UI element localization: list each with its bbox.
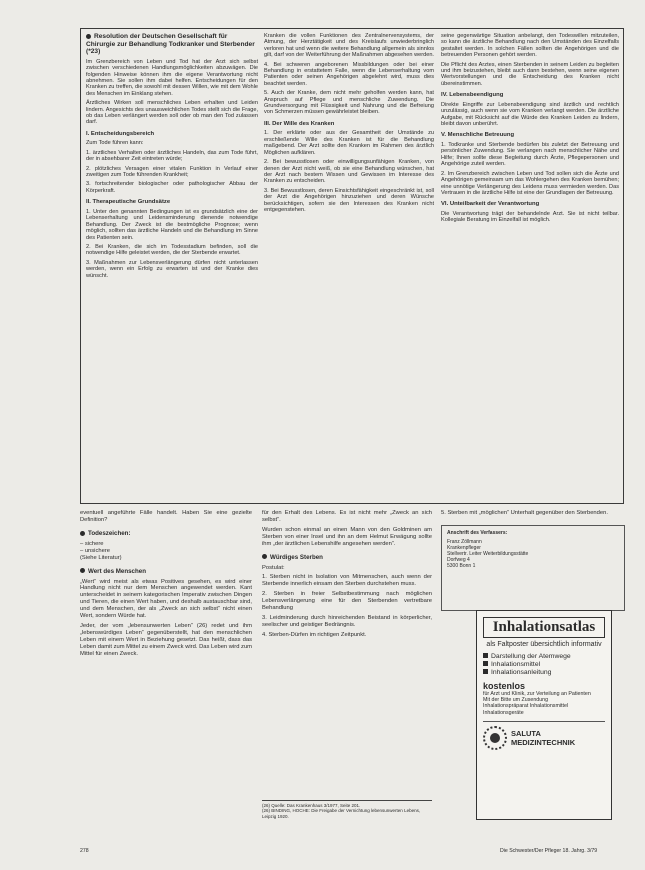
section-heading: VI. Unteilbarkeit der Verantwortung [441, 201, 540, 208]
paragraph: für den Erhalt des Lebens. Es ist nicht mehr „Zweck an sich selbst“. [262, 510, 432, 523]
ad-note: Mit der Bitte um Zusendung [483, 697, 549, 704]
ad-brand-name: SALUTA MEDIZINTECHNIK [511, 728, 576, 747]
paragraph: Ärztliches Wirken soll menschliches Leben erhalten und Leiden lindern. Angesichts des unausweichlichen Todes stellt sich die Frage, ob das Leben verlängert werden soll oder ob man den Tod zulassen darf. [86, 100, 258, 126]
paragraph: Postulat: [262, 564, 285, 571]
box-column-3 [441, 33, 619, 501]
footnote: (26) BINDING, HOCHE: Die Freigabe der Vernichtung lebensunwerten Lebens, Leipzig 1920. [262, 808, 421, 819]
address-line: Krankenpfleger [447, 545, 481, 551]
section-heading: Würdiges Sterben [262, 554, 432, 561]
box-column-1 [86, 33, 258, 501]
resolution-title: Resolution der Deutschen Gesellschaft für Chirurgie zur Behandlung Todkranker und Sterbender (*23) [86, 33, 255, 56]
section-heading: I. Entscheidungsbereich [86, 130, 155, 137]
lower-column-1 [80, 510, 252, 840]
list-item: 1. Sterben nicht in Isolation von Mitmenschen, auch wenn der Sterbende innerlich einsam den Sterben durchstehen muss. [262, 574, 432, 588]
paragraph: 3. fortschreitender biologischer oder pathologischer Abbau der Körperkraft. [86, 181, 258, 194]
footnote: (26) Quelle: Das Krankenhaus 3/1977, Seite 201. [262, 803, 361, 808]
paragraph: 5. Auch der Kranke, dem nicht mehr geholfen werden kann, hat Anspruch auf Pflege und menschliche Zuwendung. Die Grundversorgung mit Flüssigkeit und Nahrung und die Befreiung von Schmerzen müssen gewährleistet bleiben. [264, 90, 434, 116]
box-column-2 [264, 33, 434, 501]
author-address-box [441, 525, 625, 611]
paragraph: Im Grenzbereich von Leben und Tod hat der Arzt sich selbst zwischen verschiedenen Handlungsmöglichkeiten abzuwägen. Die folgenden Hinweise können ihm die eigene Verantwortung nicht abnehmen. Sie sollen ihm dabei helfen. Entscheidungen für den Kranken zu treffen, die sowohl mit dessen Willen, wie mit dem Wohle des Menschen im Einklang stehen. [86, 58, 258, 97]
journal-reference: Die Schwester/Der Pfleger 18. Jahrg. 3/79 [500, 848, 598, 854]
list-item: 2. Sterben in freier Selbstbestimmung nach möglichen Lebensverlängerung eine für den Sterbenden vertretbare Behandlung [262, 591, 432, 612]
paragraph: Wurden schon einmal an einen Mann von den Goldminen am Sterben von einer Insel und ihn an dem Helmut Erwägung sollte ihm „der ärztlichen Lebenshilfe angesehen werden“. [262, 526, 432, 547]
paragraph: 4. Bei schweren angeborenen Missbildungen oder bei einer Behandlung in erstattetem Falle, wenn die Lebenserhaltung vom Patienten oder seinen Angehörigen abgelehnt wird, muss dies beachtet werden. [264, 61, 434, 87]
section-heading: III. Der Wille des Kranken [264, 120, 335, 127]
paragraph: 1. ärztliches Verhalten oder ärztliches Handeln, das zum Tode führt, der in absehbarer Zeit eintreten würde; [86, 149, 258, 163]
section-heading: IV. Lebensbeendigung [441, 92, 504, 99]
paragraph: Direkte Eingriffe zur Lebensbeendigung sind ärztlich und rechtlich unzulässig, auch wenn sie vom Kranken verlangt werden. Die ärztliche Aufgabe, mit Rücksicht auf die Würde des Kranken Leiden zu lindern, bleibt davon unberührt. [441, 101, 619, 128]
paragraph: Die Verantwortung trägt der behandelnde Arzt. Sie ist nicht teilbar. Kollegiale Beratung im Einzelfall ist möglich. [441, 210, 619, 224]
ad-feature: Inhalationsmittel [483, 661, 605, 669]
paragraph: Kranken die vollen Funktionen des Zentralnervensystems, der Atmung, der Herztätigkeit und des Kreislaufs unwiederbringlich verloren hat und wenn die weitere Behandlung allgemein als sinnlos gilt, darf von der Weiterführung der Maßnahmen abgesehen werden. [264, 33, 434, 59]
paragraph: eventuell angeführte Fälle handelt. Haben Sie eine gezielte Definition? [80, 510, 252, 523]
ad-kostenlos: kostenlos [483, 680, 526, 691]
list-item: – sichere [80, 540, 104, 547]
square-bullet-icon [483, 669, 488, 674]
paragraph: 2. Bei bewusstlosen oder einwilligungsunfähigen Kranken, von denen der Arzt nicht weiß, ob sie eine Behandlung wünschen, hat der Arzt nach bestem Wissen und Gewissen im Interesse des Kranken zu entscheiden. [264, 159, 434, 185]
list-item: (Siehe Literatur) [80, 554, 122, 561]
ad-feature-list [483, 653, 605, 678]
address-line: Stellvertr. Leiter Weiterbildungsstätte [447, 551, 529, 557]
advertisement [476, 610, 612, 820]
address-title: Anschrift des Verfassers: [447, 530, 508, 536]
bullet-icon [80, 531, 85, 536]
footnotes [262, 800, 432, 819]
ad-brand [483, 721, 605, 750]
lower-column-3 [441, 510, 625, 524]
list-item: – unsichere [80, 547, 110, 554]
section-heading: Wert des Menschen [80, 568, 252, 575]
paragraph: 1. Der erklärte oder aus der Gesamtheit der Umstände zu erschließende Wille des Kranken ist für die Behandlung maßgebend. Der Arzt sollte den Kranken im Rahmen des ärztlich Möglichen aufklären. [264, 130, 434, 156]
section-heading: II. Therapeutische Grundsätze [86, 199, 171, 206]
paragraph: 2. Im Grenzbereich zwischen Leben und Tod sollen sich die Ärzte und Angehörigen gemeinsam um das Wohlergehen des Kranken bemühen; eine unnötige Verlängerung des Leidens muss vermieden werden. Das Vertrauen in die ärztliche Hilfe ist eine der Grundlagen der Betreuung. [441, 170, 619, 196]
paragraph: Zum Tode führen kann: [86, 140, 144, 147]
ad-title: Inhalationsatlas [483, 617, 605, 638]
bullet-icon [86, 34, 91, 39]
paragraph: 2. plötzliches Versagen einer vitalen Funktion in Verlauf einer zweitigen zum Tode führenden Krankheit; [86, 165, 258, 179]
paragraph: 2. Bei Kranken, die sich im Todesstadium befinden, soll die notwendige Hilfe geleistet werden, die der Sterbende erwartet. [86, 243, 258, 257]
ad-feature: Darstellung der Atemwege [483, 653, 605, 661]
ad-note: Inhalationspräparat Inhalationsmittel [483, 703, 569, 710]
section-heading: V. Menschliche Betreuung [441, 132, 515, 139]
square-bullet-icon [483, 661, 488, 666]
paragraph: Die Pflicht des Arztes, einen Sterbenden in seinem Leiden zu begleiten und ihm beizustehen, bleibt auch dann bestehen, wenn seine eigenen Wertvorstellungen und die Entscheidung des Kranken nicht übereinstimmen. [441, 61, 619, 87]
paragraph: 5. Sterben mit „möglichen“ Unterhalt gegenüber den Sterbenden. [441, 510, 608, 516]
list-item: 3. Leidminderung durch hinreichenden Beistand in körperlicher, seelischer und geistiger Bedrängnis. [262, 614, 432, 628]
square-bullet-icon [483, 653, 488, 658]
bullet-icon [80, 568, 85, 573]
bullet-icon [262, 554, 267, 559]
address-line: Franz Zöllmann [447, 539, 482, 545]
paragraph: seine gegenwärtige Situation anbelangt, den Todeswillen mitzuteilen, so kann die ärztliche Behandlung nach den Umständen des Einzelfalls gestaltet werden. In solchen Fällen sollten die Angehörigen und die betreuenden Personen gehört werden. [441, 33, 619, 59]
address-line: 5300 Bonn 1 [447, 563, 476, 569]
ad-feature: Inhalationsanleitung [483, 669, 605, 677]
list-item: 4. Sterben-Dürfen im richtigen Zeitpunkt. [262, 631, 367, 638]
paragraph: „Wert“ wird meist als etwas Positives gesehen, es wird einer Handlung nicht nur dem Menschen angewendet werden. Kant unterscheidet in seinem kategorischen Imperativ zwischen Dingen und Tieren, die einen Wert haben, und deshalb austauschbar sind, und dem Menschen, der als „Zweck an sich selbst“ nicht einen Wert, sondern Würde hat. [80, 578, 252, 620]
ad-note: für Arzt und Klinik, zur Verteilung an Patienten [483, 690, 591, 697]
paragraph: 1. Todkranke und Sterbende bedürfen bis zuletzt der Betreuung und persönlicher Zuwendung. Sie verlangen nach menschlicher Nähe und Hilfe; Ihnen sollte diese Begleitung durch Ärzte, Pflegepersonen und Angehörige zuteil werden. [441, 142, 619, 168]
ad-subtitle: als Faltposter übersichtlich informativ [486, 641, 602, 648]
page-number: 278 [80, 848, 89, 854]
address-line: Dorfweg 4 [447, 557, 470, 563]
paragraph: 3. Maßnahmen zur Lebensverlängerung dürfen nicht unterlassen werden, wenn ein Erfolg zu erwarten ist und der Kranke dies wünscht. [86, 259, 258, 279]
paragraph: 1. Unter den genannten Bedingungen ist es grundsätzlich eine der Lebenserhaltung und Leidensminderung dienende notwendige Behandlung. Der Zweck ist die bestmögliche Prognose; wenn möglich, sollten das ärztliche Handeln und die Behandlung im Sinne des Patienten sein. [86, 208, 258, 241]
ad-note: Inhalationsgeräte [483, 709, 524, 716]
sun-logo-icon [483, 726, 507, 750]
paragraph: 3. Bei Bewusstlosen, deren Einsichtsfähigkeit eingeschränkt ist, soll der Arzt die Angehörigen hinzuziehen und deren Wünsche berücksichtigen, sofern sie den Interessen des Kranken nicht entgegenstehen. [264, 187, 434, 213]
lower-column-2 [262, 510, 432, 795]
section-heading: Todeszeichen: [80, 530, 252, 537]
paragraph: Jeder, der vom „lebensunwerten Leben“ (26) redet und ihm „lebenswürdiges Leben“ gegenüberstellt, hat den menschlichen Leben mit einem Wert in Beziehung gesetzt. Das heißt, dass das Leben damit zum Mittel zu einem Zweck wird. Das Leben wird zum Mittel für einen Zweck. [80, 622, 252, 657]
